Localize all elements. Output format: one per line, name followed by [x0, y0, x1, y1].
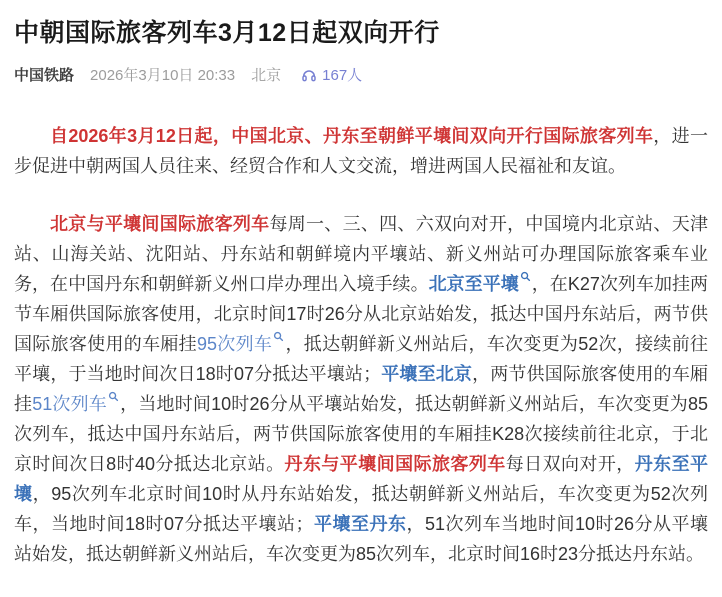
keyword-link-pyongyang-beijing[interactable]: 平壤至北京 [381, 364, 473, 384]
publish-location: 北京 [251, 67, 282, 84]
search-superscript-icon[interactable] [520, 271, 531, 282]
highlight-red-text: 北京与平壤间国际旅客列车 [50, 214, 270, 234]
body-text: 每周一、三、四、六双向对开，中国境内北京站、天津站、山海关站、沈阳站、丹东站和朝鲜境内平壤站、新义州站可办理国际旅客乘车业务，在中国丹东和朝鲜新义州口岸办理出入境手续。 [14, 214, 709, 294]
body-text: ，95次列车北京时间10时从丹东站始发，抵达朝鲜新义州站后，车次变更为52次列车，当地时间18时07分抵达平壤站； [14, 484, 708, 534]
body-text: 每日双向对开， [505, 454, 635, 474]
article [14, 16, 708, 569]
paragraph-schedule [14, 209, 708, 569]
listen-button[interactable] [301, 64, 362, 85]
keyword-link-dandong-pyongyang[interactable]: 丹东至平壤 [14, 454, 709, 504]
body-text: ，当地时间10时26分从平壤站始发，抵达朝鲜新义州站后，车次变更为85次列车，抵达中国丹东站后，两节供国际旅客使用的车厢挂K28次接续前往北京，于北京时间次日8时40分抵达北京站。 [14, 394, 709, 474]
search-superscript-icon[interactable] [108, 391, 119, 402]
highlight-red-text: 自2026年3月12日起，中国北京、丹东至朝鲜平壤间双向开行国际旅客列车 [50, 126, 654, 146]
body-text: ，在K27次列车加挂两节车厢供国际旅客使用，北京时间17时26分从北京站始发，抵达中国丹东站后，两节供国际旅客使用的车厢挂 [14, 274, 709, 354]
keyword-link-train-95[interactable]: 95次列车 [196, 334, 273, 354]
highlight-red-text: 丹东与平壤间国际旅客列车 [284, 454, 506, 474]
paragraph-intro [14, 121, 708, 181]
source-name[interactable]: 中国铁路 [14, 67, 75, 84]
listen-count: 167人 [322, 67, 363, 84]
body-text: ，进一步促进中朝两国人员往来、经贸合作和人文交流，增进两国人民福祉和友谊。 [14, 126, 708, 176]
keyword-link-train-51[interactable]: 51次列车 [32, 394, 107, 414]
body-text: ，两节供国际旅客使用的车厢挂 [14, 364, 709, 414]
article-meta [14, 64, 708, 85]
keyword-link-beijing-pyongyang[interactable]: 北京至平壤 [428, 274, 519, 294]
headphones-icon [301, 67, 317, 83]
keyword-link-pyongyang-dandong[interactable]: 平壤至丹东 [313, 514, 407, 534]
publish-datetime: 2026年3月10日 20:33 [90, 67, 236, 84]
search-superscript-icon[interactable] [273, 331, 284, 342]
body-text: ，抵达朝鲜新义州站后，车次变更为52次，接续前往平壤，于当地时间次日18时07分抵达平壤站； [14, 334, 709, 384]
article-title: 中朝国际旅客列车3月12日起双向开行 [14, 19, 440, 47]
body-text: ，51次列车当地时间10时26分从平壤站始发，抵达朝鲜新义州站后，车次变更为85次列车，北京时间16时23分抵达丹东站。 [14, 514, 708, 564]
